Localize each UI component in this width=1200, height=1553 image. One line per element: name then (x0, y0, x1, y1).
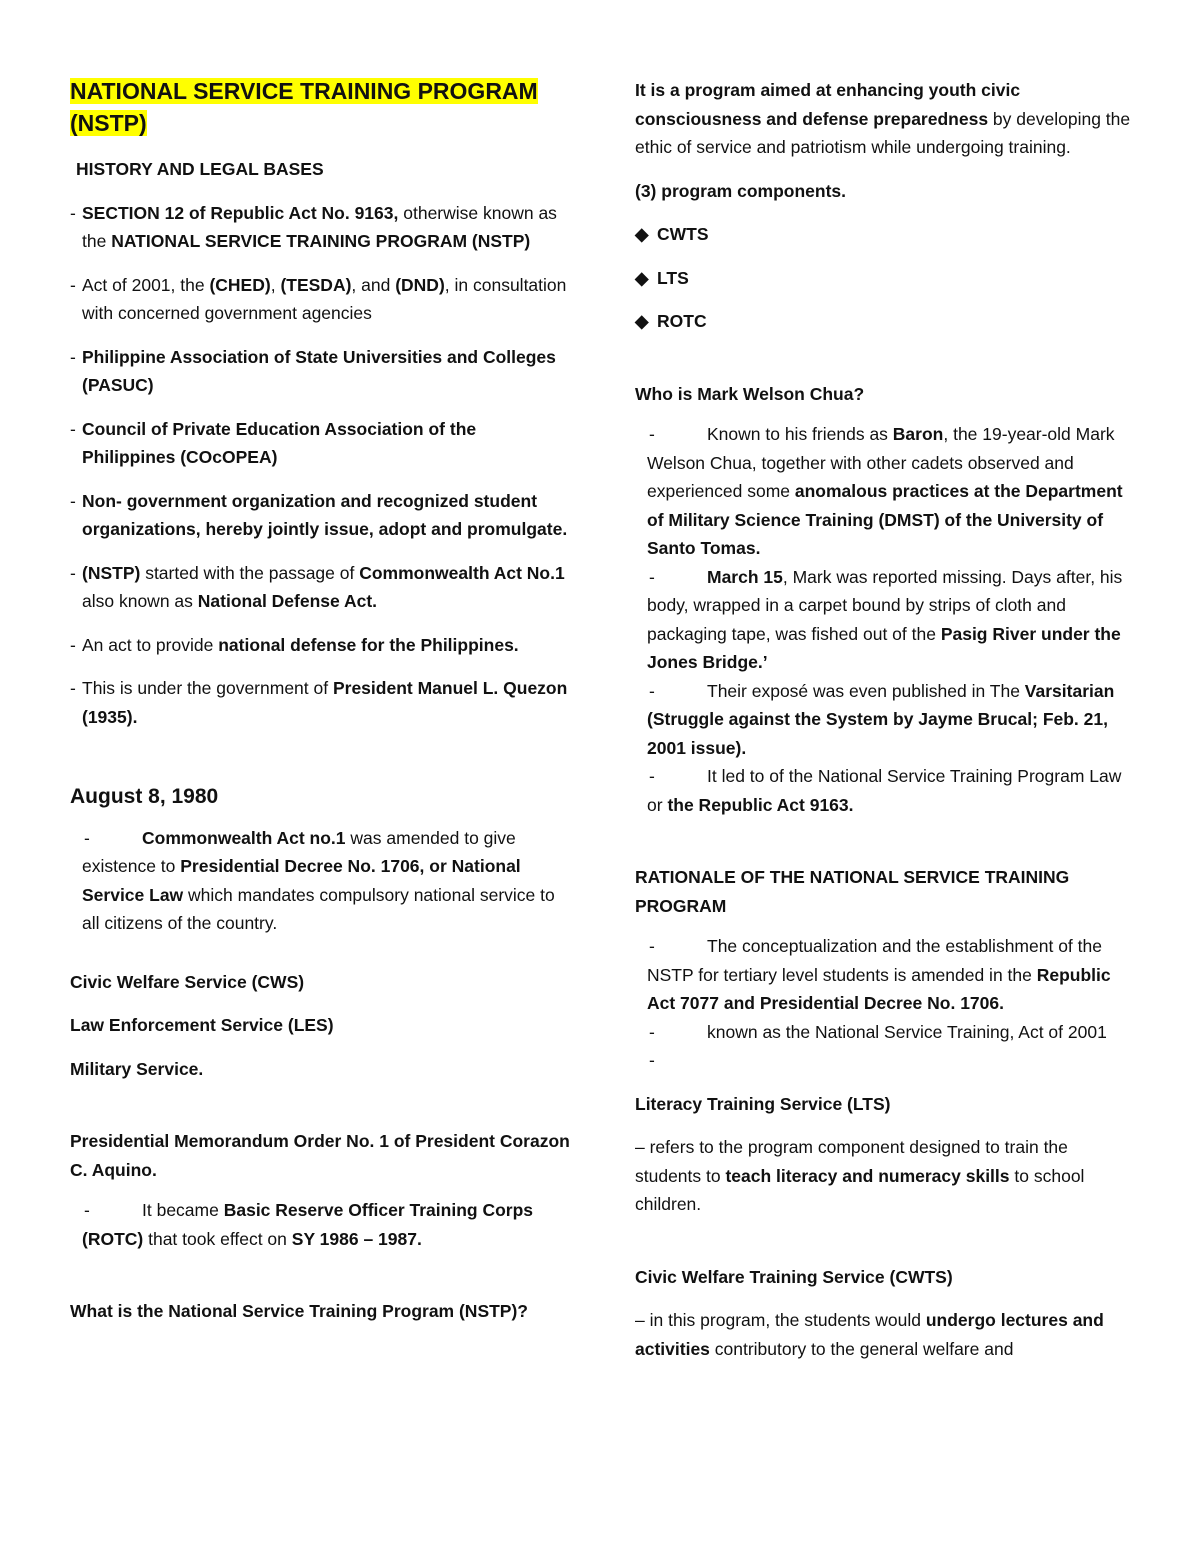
date-heading: August 8, 1980 (70, 785, 219, 808)
nstp-definition: It is a program aimed at enhancing youth civic consciousness and defense preparedness by developing the ethic of service and patriotism while undergoing training. (635, 80, 1131, 157)
document-title: NATIONAL SERVICE TRAINING PROGRAM (NSTP) (70, 78, 538, 136)
cwts-description: – in this program, the students would undergo lectures and activities contributory to the general welfare and (635, 1310, 1104, 1359)
document-title-block (70, 76, 540, 139)
legal-basis-item: - SECTION 12 of Republic Act No. 9163, otherwise known as the NATIONAL SERVICE TRAINING PROGRAM (NSTP) (70, 199, 570, 256)
legal-basis-item: - An act to provide national defense for the Philippines. (70, 631, 570, 660)
who-item: - It led to of the National Service Training Program Law or the Republic Act 9163. (647, 766, 1122, 815)
component-item: ◆ ROTC (635, 307, 1135, 336)
rationale-item: - The conceptualization and the establishment of the NSTP for tertiary level students is amended in the Republic Act 7077 and Presidential Decree No. 1706. (647, 936, 1111, 1013)
memo-heading: Presidential Memorandum Order No. 1 of President Corazon C. Aquino. (70, 1131, 570, 1180)
lts-heading: Literacy Training Service (LTS) (635, 1093, 891, 1114)
components-heading: (3) program components. (635, 180, 846, 201)
service-item: Military Service. (70, 1058, 204, 1079)
rationale-empty-item: - (649, 1050, 655, 1070)
cwts-heading: Civic Welfare Training Service (CWTS) (635, 1266, 953, 1287)
who-item: - Known to his friends as Baron, the 19-year-old Mark Welson Chua, together with other cadets observed and experienced some anomalous practices at the Department of Military Science Training (DMST) of the University of Santo Tomas. (647, 424, 1123, 558)
question-heading: What is the National Service Training Program (NSTP)? (70, 1301, 528, 1321)
legal-basis-item: - Non- government organization and recognized student organizations, hereby jointly issue, adopt and promulgate. (70, 487, 570, 544)
right-column (635, 76, 1135, 1363)
amendment-item: - Commonwealth Act no.1 was amended to give existence to Presidential Decree No. 1706, or National Service Law which mandates compulsory national service to all citizens of the country. (82, 827, 555, 933)
legal-basis-item: - Council of Private Education Association of the Philippines (COcOPEA) (70, 415, 570, 472)
who-item: - Their exposé was even published in The Varsitarian (Struggle against the System by Jayme Brucal; Feb. 21, 2001 issue). (647, 680, 1115, 758)
service-item: Law Enforcement Service (LES) (70, 1015, 334, 1035)
component-item: ◆ CWTS (635, 220, 1135, 249)
lts-description: – refers to the program component designed to train the students to teach literacy and numeracy skills to school children. (635, 1137, 1085, 1214)
legal-basis-item: - This is under the government of President Manuel L. Quezon (1935). (70, 674, 570, 731)
legal-basis-item: - Act of 2001, the (CHED), (TESDA), and (DND), in consultation with concerned government agencies (70, 271, 570, 328)
memo-item: - It became Basic Reserve Officer Training Corps (ROTC) that took effect on SY 1986 – 1987. (82, 1200, 534, 1249)
who-heading: Who is Mark Welson Chua? (635, 383, 865, 404)
diamond-bullet-icon: ◆ (635, 224, 649, 244)
diamond-bullet-icon: ◆ (635, 267, 649, 288)
rationale-item: - known as the National Service Training, Act of 2001 (649, 1021, 1107, 1042)
component-item: ◆ LTS (635, 264, 1135, 293)
rationale-heading: RATIONALE OF THE NATIONAL SERVICE TRAINING PROGRAM (635, 867, 1070, 916)
diamond-bullet-icon: ◆ (635, 311, 649, 331)
who-item: - March 15, Mark was reported missing. Days after, his body, wrapped in a carpet bound by strips of cloth and packaging tape, was fished out of the Pasig River under the Jones Bridge.’ (647, 566, 1123, 672)
service-item: Civic Welfare Service (CWS) (70, 971, 305, 992)
left-column (70, 76, 570, 1326)
legal-basis-item: - (NSTP) started with the passage of Commonwealth Act No.1 also known as National Defense Act. (70, 559, 570, 616)
legal-basis-item: - Philippine Association of State Universities and Colleges (PASUC) (70, 343, 570, 400)
section-subtitle: HISTORY AND LEGAL BASES (76, 159, 324, 179)
